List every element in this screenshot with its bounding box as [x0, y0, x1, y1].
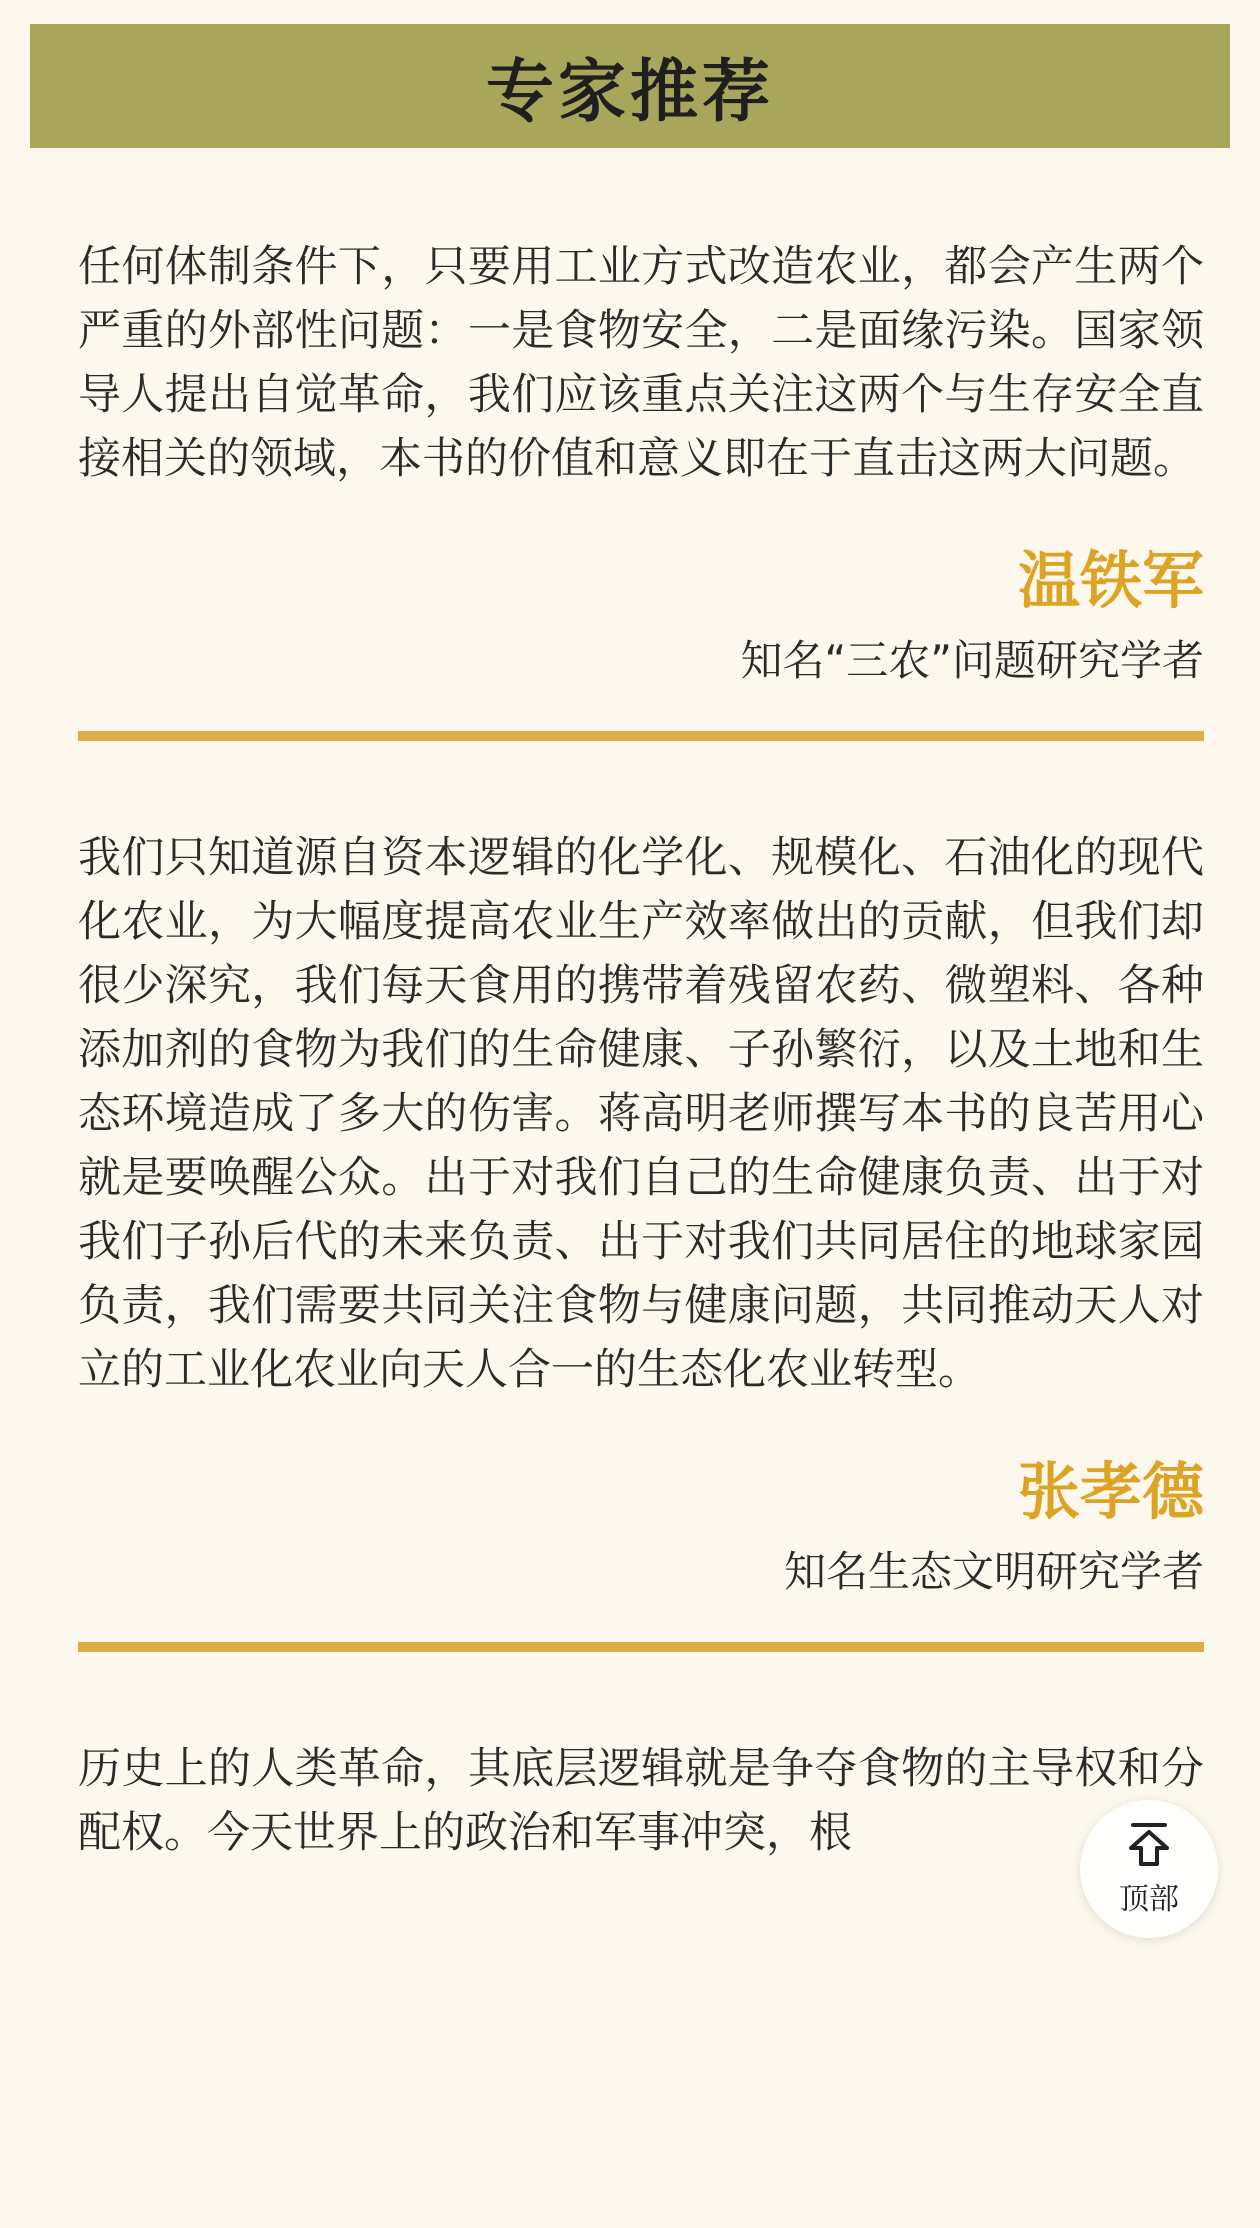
recommendation-1	[78, 235, 1204, 691]
author-title: 知名“三农”问题研究学者	[740, 636, 1204, 685]
arrow-up-icon	[1123, 1820, 1175, 1872]
recommendations-list	[78, 235, 1204, 1865]
recommendation-text: 任何体制条件下，只要用工业方式改造农业，都会产生两个严重的外部性问题：一是食物安全，二是面缘污染。国家领导人提出自觉革命，我们应该重点关注这两个与生存安全直接相关的领域，本书的价值和意义即在于直击这两大问题。	[78, 242, 1204, 484]
author-title: 知名生态文明研究学者	[783, 1547, 1204, 1596]
recommendation-text: 我们只知道源自资本逻辑的化学化、规模化、石油化的现代化农业，为大幅度提高农业生产效率做出的贡献，但我们却很少深究，我们每天食用的携带着残留农药、微塑料、各种添加剂的食物为我们的生命健康、子孙繁衍，以及土地和生态环境造成了多大的伤害。蒋高明老师撰写本书的良苦用心就是要唤醒公众。出于对我们自己的生命健康负责、出于对我们子孙后代的未来负责、出于对我们共同居住的地球家园负责，我们需要共同关注食物与健康问题，共同推动天人对立的工业化农业向天人合一的生态化农业转型。	[78, 833, 1204, 1395]
back-to-top-label: 顶部	[1119, 1882, 1179, 1917]
back-to-top-button[interactable]	[1080, 1800, 1218, 1938]
divider	[78, 731, 1204, 741]
divider	[78, 1642, 1204, 1652]
recommendation-text: 历史上的人类革命，其底层逻辑就是争夺食物的主导权和分配权。今天世界上的政治和军事冲突，根	[78, 1744, 1204, 1858]
header-banner	[30, 24, 1230, 148]
recommendation-2	[78, 826, 1204, 1602]
page-title: 专家推荐	[485, 52, 774, 132]
recommendation-3	[78, 1737, 1204, 1865]
author-name: 张孝德	[1017, 1455, 1204, 1528]
author-name: 温铁军	[1017, 544, 1204, 617]
